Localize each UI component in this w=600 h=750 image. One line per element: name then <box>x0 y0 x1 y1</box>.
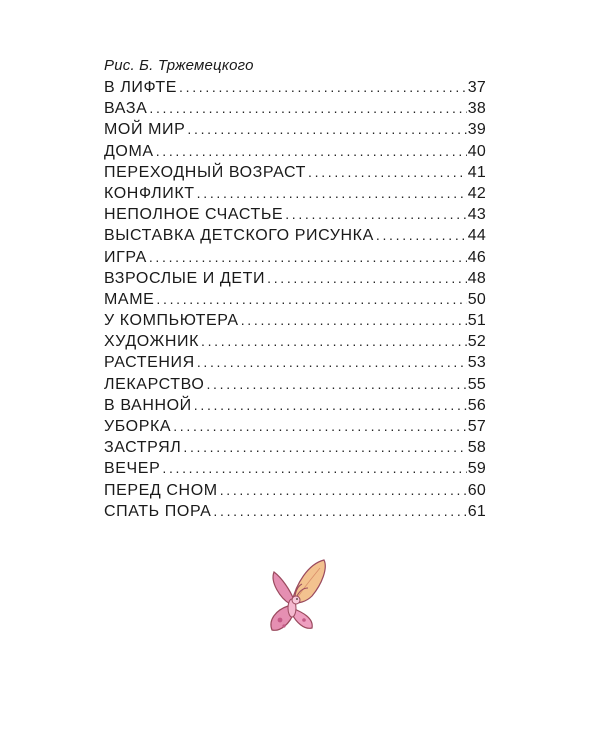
toc-entry-page-number: 38 <box>467 100 486 118</box>
toc-entry <box>104 143 486 164</box>
dot-leader <box>156 291 466 307</box>
toc-entry-title: РАСТЕНИЯ <box>104 354 195 372</box>
toc-entry-title: В ВАННОЙ <box>104 396 192 414</box>
toc-entry <box>104 333 486 354</box>
toc-entry-title: В ЛИФТЕ <box>104 79 178 96</box>
toc-entry-page-number: 44 <box>467 227 486 245</box>
toc-entry <box>104 460 486 481</box>
toc-entry-title: ПЕРЕХОДНЫЙ ВОЗРАСТ <box>104 163 307 181</box>
dot-leader <box>376 227 467 243</box>
toc-entry-page-number: 60 <box>467 481 486 499</box>
toc-entry-title: ВЫСТАВКА ДЕТСКОГО РИСУНКА <box>104 227 374 245</box>
toc-entry <box>104 376 486 397</box>
toc-entry-page-number: 59 <box>467 460 486 478</box>
toc-entry <box>104 397 486 418</box>
dot-leader <box>194 397 467 413</box>
toc-entry <box>104 79 486 100</box>
dot-leader <box>206 376 466 392</box>
dot-leader <box>156 143 467 159</box>
toc-entry-page-number: 58 <box>467 439 486 457</box>
toc-entry <box>104 121 486 142</box>
toc-entry-page-number: 43 <box>467 206 486 224</box>
toc-entry-title: ВАЗА <box>104 100 148 118</box>
toc-entry <box>104 354 486 375</box>
toc-entry <box>104 270 486 291</box>
dot-leader <box>267 270 467 286</box>
dot-leader <box>149 249 467 265</box>
toc-entry-page-number: 61 <box>467 502 486 520</box>
toc-entry-title: МАМЕ <box>104 290 155 308</box>
toc-entry-title: ЗАСТРЯЛ <box>104 439 182 457</box>
dot-leader <box>220 482 467 498</box>
toc-entry-page-number: 48 <box>467 269 486 287</box>
toc-entry-title: МОЙ МИР <box>104 121 186 139</box>
toc-entry-title: ЛЕКАРСТВО <box>104 375 205 393</box>
toc-entry <box>104 482 486 503</box>
toc-entry-title: НЕПОЛНОЕ СЧАСТЬЕ <box>104 206 284 224</box>
dot-leader <box>162 460 466 476</box>
dot-leader <box>179 79 467 95</box>
dot-leader <box>183 439 466 455</box>
toc-entry-page-number: 40 <box>467 142 486 160</box>
dot-leader <box>241 312 467 328</box>
toc-entry-title: ВЗРОСЛЫЕ И ДЕТИ <box>104 269 266 287</box>
dot-leader <box>197 185 467 201</box>
dot-leader <box>187 121 466 137</box>
toc-entry-title: ДОМА <box>104 142 154 160</box>
toc-entry-page-number: 46 <box>467 248 486 266</box>
toc-entry-page-number: 51 <box>467 312 486 330</box>
toc-entry-page-number: 42 <box>467 184 486 202</box>
table-of-contents <box>104 79 486 524</box>
dot-leader <box>197 354 467 370</box>
toc-entry <box>104 206 486 227</box>
toc-entry-page-number: 56 <box>467 396 486 414</box>
butterfly-icon <box>262 558 334 636</box>
toc-entry <box>104 291 486 312</box>
toc-entry-title: УБОРКА <box>104 418 172 435</box>
toc-entry <box>104 439 486 460</box>
toc-entry-page-number: 41 <box>467 163 486 181</box>
dot-leader <box>201 333 467 349</box>
toc-entry-title: ХУДОЖНИК <box>104 333 199 351</box>
dot-leader <box>308 164 467 180</box>
toc-entry <box>104 164 486 185</box>
dot-leader <box>285 206 467 222</box>
toc-entry-title: У КОМПЬЮТЕРА <box>104 312 239 330</box>
toc-entry-title: ИГРА <box>104 248 147 266</box>
toc-entry-title: КОНФЛИКТ <box>104 184 195 202</box>
toc-entry-page-number: 53 <box>467 354 486 372</box>
toc-entry-page-number: 37 <box>467 79 486 96</box>
toc-entry-title: СПАТЬ ПОРА <box>104 502 212 520</box>
dot-leader <box>213 503 466 519</box>
toc-entry-page-number: 52 <box>467 333 486 351</box>
toc-entry <box>104 185 486 206</box>
toc-entry <box>104 249 486 270</box>
toc-entry <box>104 503 486 524</box>
toc-entry-page-number: 55 <box>467 375 486 393</box>
toc-entry-page-number: 39 <box>467 121 486 139</box>
illustrator-credit: Рис. Б. Тржемецкого <box>104 57 254 74</box>
dot-leader <box>149 100 466 116</box>
toc-entry-title: ПЕРЕД СНОМ <box>104 481 218 499</box>
toc-entry <box>104 418 486 439</box>
toc-entry-title: ВЕЧЕР <box>104 460 161 478</box>
toc-entry <box>104 227 486 248</box>
toc-entry-page-number: 50 <box>467 290 486 308</box>
dot-leader <box>173 418 467 434</box>
toc-entry <box>104 100 486 121</box>
toc-entry <box>104 312 486 333</box>
toc-entry-page-number: 57 <box>467 418 486 435</box>
